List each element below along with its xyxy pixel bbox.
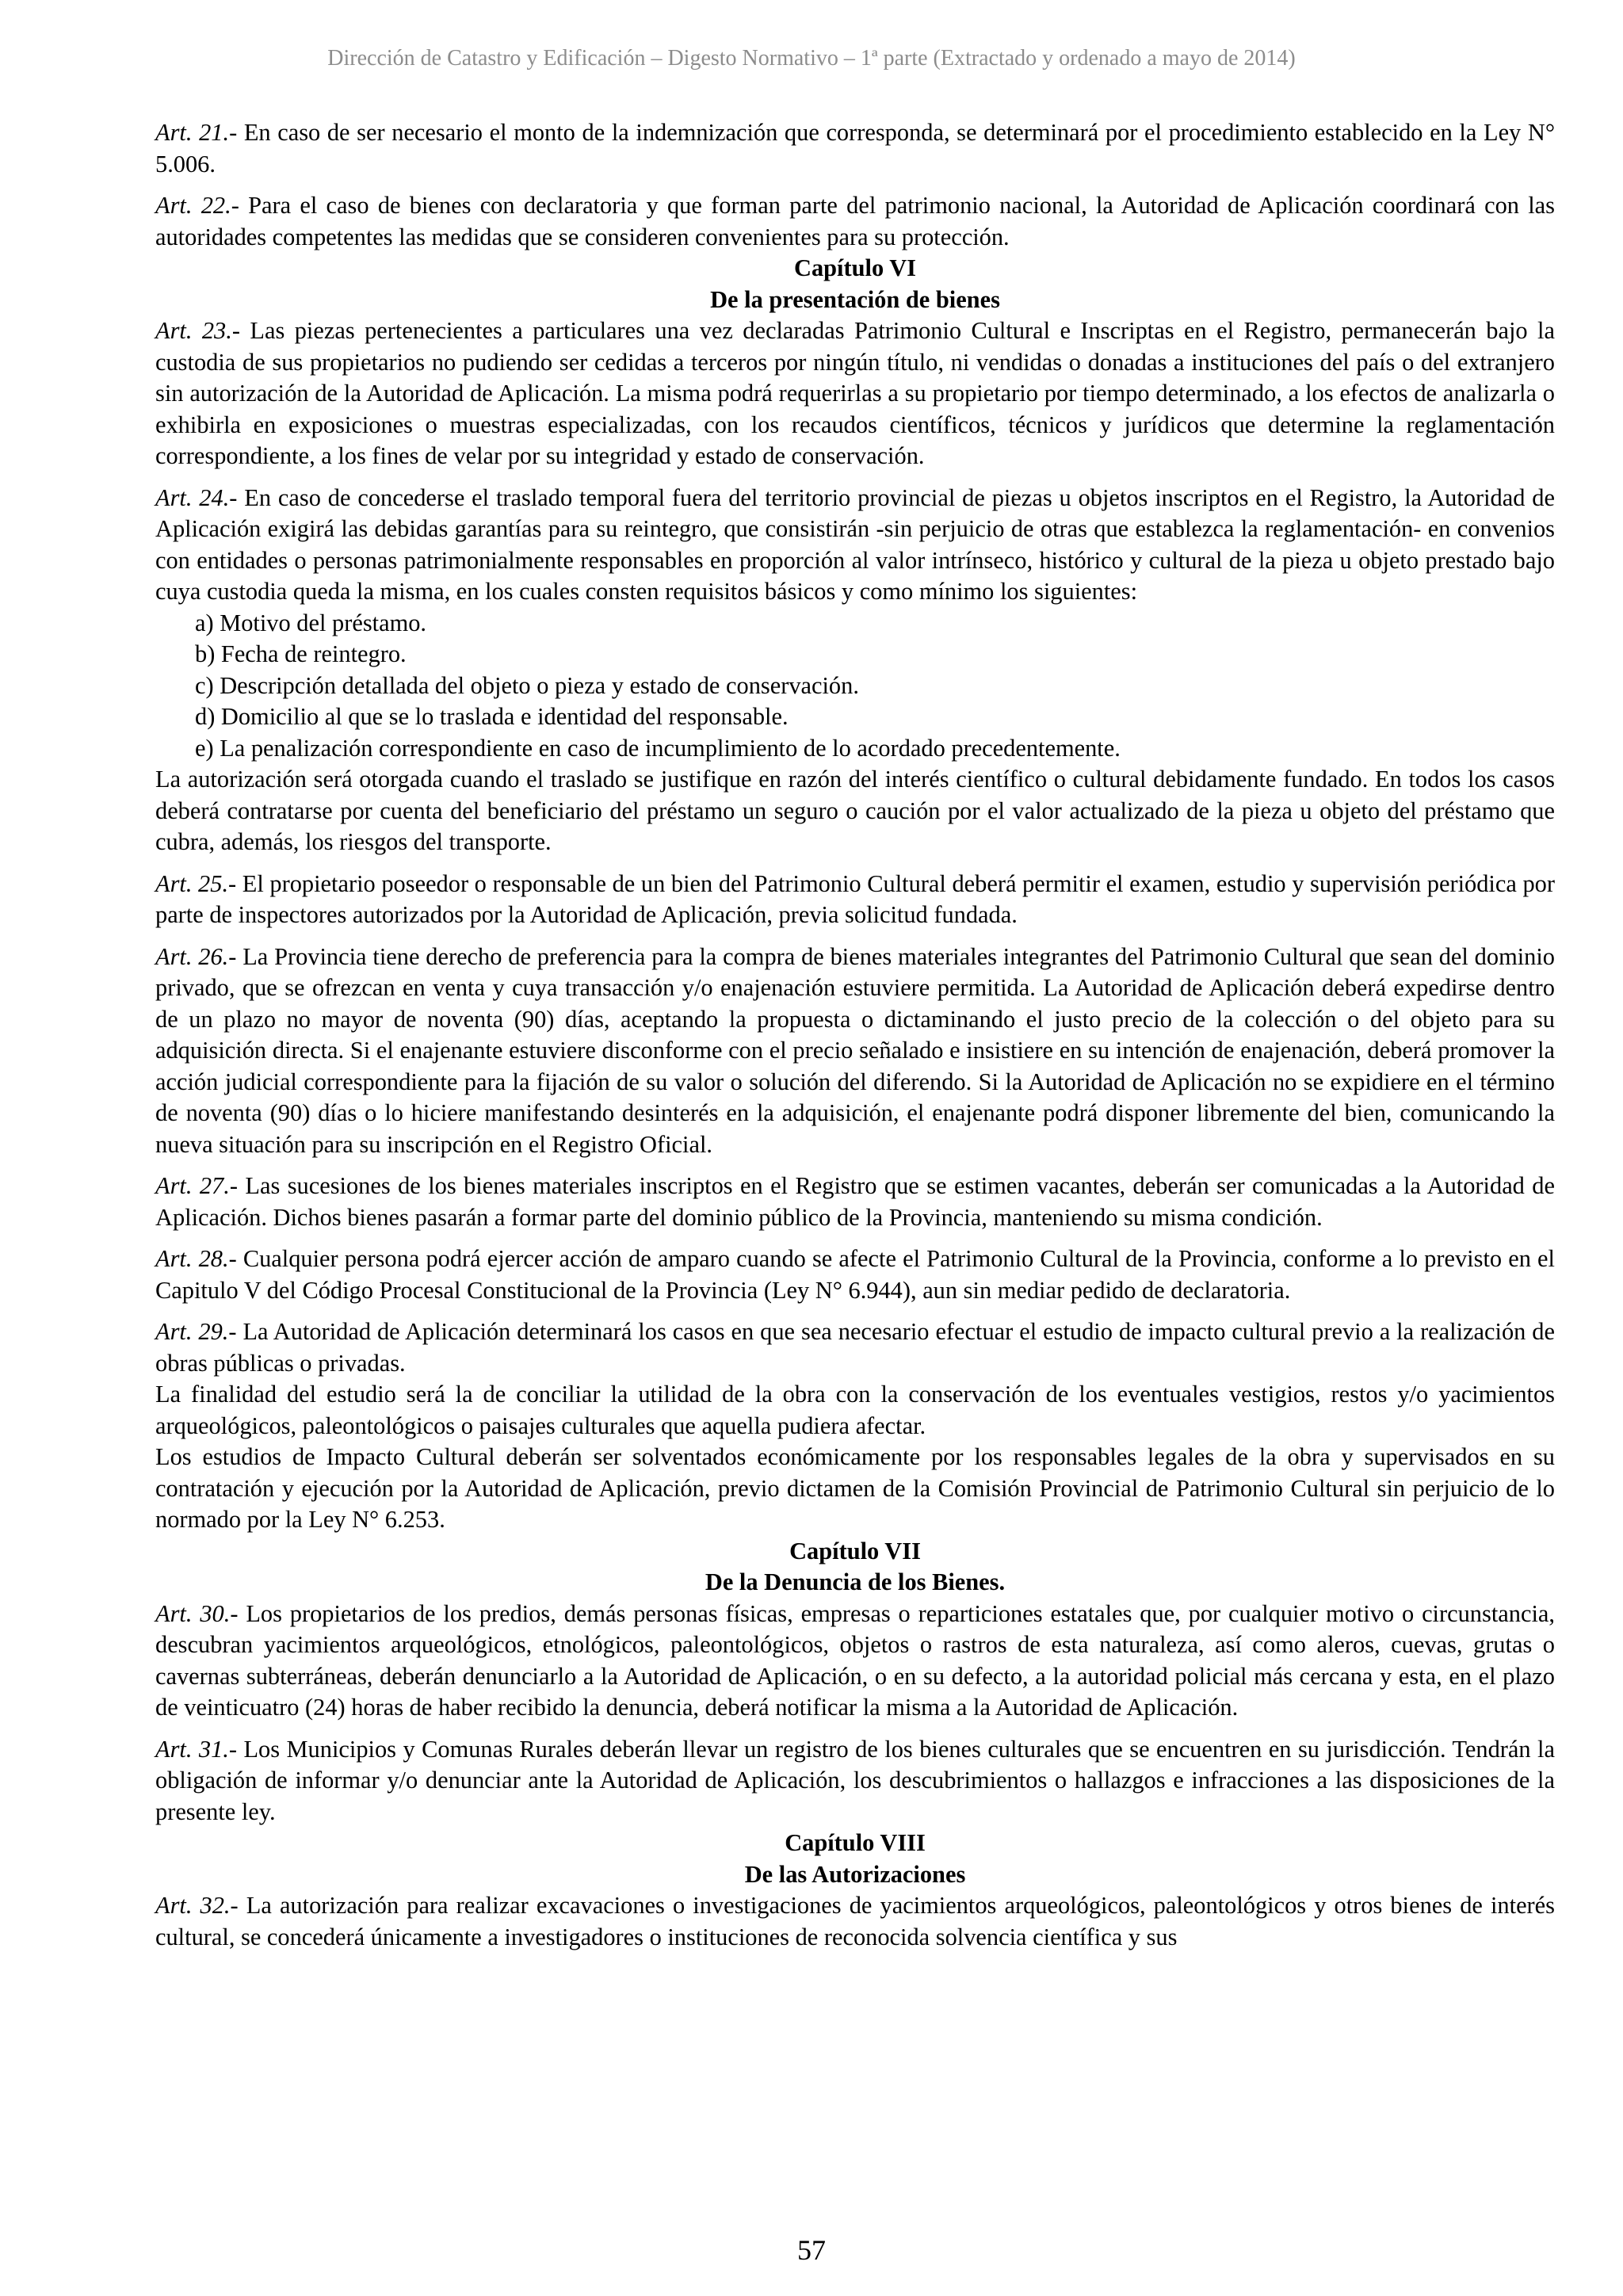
article-label: Art. 29. — [155, 1318, 229, 1345]
article-label: Art. 23. — [155, 317, 232, 344]
article-text: - Los Municipios y Comunas Rurales deberán llevar un registro de los bienes culturales que se encuentren en su jurisdicción. Tendrán la obligación de informar y/o denunciar ante la Autoridad de Aplicación, los descubrimientos o hallazgos e infracciones a las disposiciones de la presente ley. — [155, 1735, 1555, 1825]
list-item: c) Descripción detallada del objeto o pieza y estado de conservación. — [195, 671, 859, 699]
article-text: - Los propietarios de los predios, demás personas físicas, empresas o reparticiones estatales que, por cualquier motivo o circunstancia, descubran yacimientos arqueológicos, etnológicos, paleontológicos, objetos o rastros de esta naturaleza, así como aleros, cuevas, grutas o cavernas subterráneas, deberán denunciarlo a la Autoridad de Aplicación, o en su defecto, a la autoridad policial más cercana y esta, en el plazo de veinticuatro (24) horas de haber recibido la denuncia, deberá notificar la misma a la Autoridad de Aplicación. — [155, 1599, 1555, 1721]
document-body — [155, 117, 1555, 1963]
article-22 — [155, 190, 1555, 253]
article-31 — [155, 1734, 1555, 1828]
article-24-closing: La autorización será otorgada cuando el traslado se justifique en razón del interés científico o cultural debidamente fundado. En todos los casos deberá contratarse por cuenta del beneficiario del préstamo un seguro o caución por el valor actualizado de la pieza u objeto del préstamo que cubra, además, los riesgos del transporte. — [155, 766, 1555, 855]
article-29-intro — [155, 1316, 1555, 1379]
requirements-list — [155, 608, 1555, 765]
article-label: Art. 32. — [155, 1892, 231, 1919]
article-text: - Cualquier persona podrá ejercer acción de amparo cuando se afecte el Patrimonio Cultural de la Provincia, conforme a lo previsto en el Capitulo V del Código Procesal Constitucional de la Provincia (Ley N° 6.944), aun sin mediar pedido de declaratoria. — [155, 1245, 1555, 1304]
chapter-8-title: Capítulo VIII — [785, 1829, 926, 1856]
article-label: Art. 22. — [155, 192, 231, 219]
article-23 — [155, 315, 1555, 472]
list-item: d) Domicilio al que se lo traslada e identidad del responsable. — [195, 703, 789, 730]
article-29-para-2: La finalidad del estudio será la de conciliar la utilidad de la obra con la conservación de los eventuales vestigios, restos y/o yacimientos arqueológicos, paleontológicos o paisajes culturales que aquella pudiera afectar. — [155, 1381, 1555, 1439]
article-label: Art. 24. — [155, 483, 230, 511]
article-29 — [155, 1316, 1555, 1536]
article-26 — [155, 942, 1555, 1161]
article-25 — [155, 869, 1555, 931]
article-text: - En caso de ser necesario el monto de la indemnización que corresponda, se determinará por el procedimiento establecido en la Ley N° 5.006. — [155, 119, 1555, 178]
article-text: - Las piezas pertenecientes a particulares una vez declaradas Patrimonio Cultural e Inscriptas en el Registro, permanecerán bajo la custodia de sus propietarios no pudiendo ser cedidas a terceros por ningún título, ni vendidas o donadas a instituciones del país o del extranjero sin autorización de la Autoridad de Aplicación. La misma podrá requerirlas a su propietario por tiempo determinado, a los efectos de analizarla o exhibirla en exposiciones o muestras especializadas, con los recaudos científicos, técnicos y jurídicos que determine la reglamentación correspondiente, a los fines de velar por su integridad y estado de conservación. — [155, 317, 1555, 469]
article-29-para-3: Los estudios de Impacto Cultural deberán ser solventados económicamente por los responsables legales de la obra y supervisados en su contratación y ejecución por la Autoridad de Aplicación, previo dictamen de la Comisión Provincial de Patrimonio Cultural sin perjuicio de lo normado por la Ley N° 6.253. — [155, 1443, 1555, 1533]
article-text: - Las sucesiones de los bienes materiales inscriptos en el Registro que se estimen vacantes, deberán ser comunicadas a la Autoridad de Aplicación. Dichos bienes pasarán a formar parte del dominio público de la Provincia, manteniendo su misma condición. — [155, 1172, 1555, 1231]
list-item: a) Motivo del préstamo. — [195, 609, 427, 636]
chapter-6-subtitle: De la presentación de bienes — [710, 285, 1000, 313]
article-30 — [155, 1599, 1555, 1724]
article-text: - La autorización para realizar excavaciones o investigaciones de yacimientos arqueológicos, paleontológicos y otros bienes de interés cultural, se concederá únicamente a investigadores o instituciones de reconocida solvencia científica y sus — [155, 1892, 1555, 1950]
article-label: Art. 21. — [155, 119, 230, 146]
page-number: 57 — [797, 2234, 826, 2266]
article-text: - El propietario poseedor o responsable de un bien del Patrimonio Cultural deberá permitir el examen, estudio y supervisión periódica por parte de inspectores autorizados por la Autoridad de Aplicación, previa solicitud fundada. — [155, 869, 1555, 928]
article-27 — [155, 1171, 1555, 1233]
running-header: Dirección de Catastro y Edificación – Digesto Normativo – 1ª parte (Extractado y ordenado a mayo de 2014) — [327, 46, 1296, 71]
chapter-7-title: Capítulo VII — [789, 1537, 921, 1564]
article-label: Art. 26. — [155, 942, 229, 970]
chapter-7-subtitle: De la Denuncia de los Bienes. — [705, 1568, 1006, 1595]
chapter-6-title: Capítulo VI — [794, 254, 916, 281]
article-label: Art. 25. — [155, 869, 229, 897]
article-text: - La Autoridad de Aplicación determinará los casos en que sea necesario efectuar el estudio de impacto cultural previo a la realización de obras públicas o privadas. — [155, 1318, 1555, 1377]
article-24 — [155, 483, 1555, 858]
article-label: Art. 27. — [155, 1172, 230, 1199]
article-28 — [155, 1244, 1555, 1306]
article-21 — [155, 117, 1555, 180]
article-label: Art. 30. — [155, 1599, 231, 1627]
article-24-intro — [155, 483, 1555, 608]
article-text: - La Provincia tiene derecho de preferencia para la compra de bienes materiales integrantes del Patrimonio Cultural que sean del dominio privado, que se ofrezcan en venta y cuya transacción y/o enajenación estuviere permitida. La Autoridad de Aplicación deberá expedirse dentro de un plazo no mayor de noventa (90) días, aceptando la propuesta o dictaminando el justo precio de la colección o del objeto para su adquisición directa. Si el enajenante estuviere disconforme con el precio señalado e insistiere en su intención de enajenación, deberá promover la acción judicial correspondiente para la fijación de su valor o solución del diferendo. Si la Autoridad de Aplicación no se expidiere en el término de noventa (90) días o lo hiciere manifestando desinterés en la adquisición, el enajenante podrá disponer libremente del bien, comunicando la nueva situación para su inscripción en el Registro Oficial. — [155, 942, 1555, 1158]
chapter-8-subtitle: De las Autorizaciones — [744, 1860, 966, 1888]
article-text: - Para el caso de bienes con declaratoria y que forman parte del patrimonio nacional, la Autoridad de Aplicación coordinará con las autoridades competentes las medidas que se consideren convenientes para su protección. — [155, 192, 1555, 250]
article-label: Art. 31. — [155, 1735, 229, 1763]
article-32 — [155, 1890, 1555, 1953]
article-text: - En caso de concederse el traslado temporal fuera del territorio provincial de piezas u objetos inscriptos en el Registro, la Autoridad de Aplicación exigirá las debidas garantías para su reintegro, que consistirán -sin perjuicio de otras que establezca la reglamentación- en convenios con entidades o personas patrimonialmente responsables en proporción al valor intrínseco, histórico y cultural de la pieza u objeto prestado bajo cuya custodia queda la misma, en los cuales consten requisitos básicos y como mínimo los siguientes: — [155, 483, 1555, 605]
list-item: b) Fecha de reintegro. — [195, 640, 407, 667]
article-label: Art. 28. — [155, 1245, 229, 1272]
list-item: e) La penalización correspondiente en caso de incumplimiento de lo acordado precedentemente. — [195, 734, 1121, 762]
